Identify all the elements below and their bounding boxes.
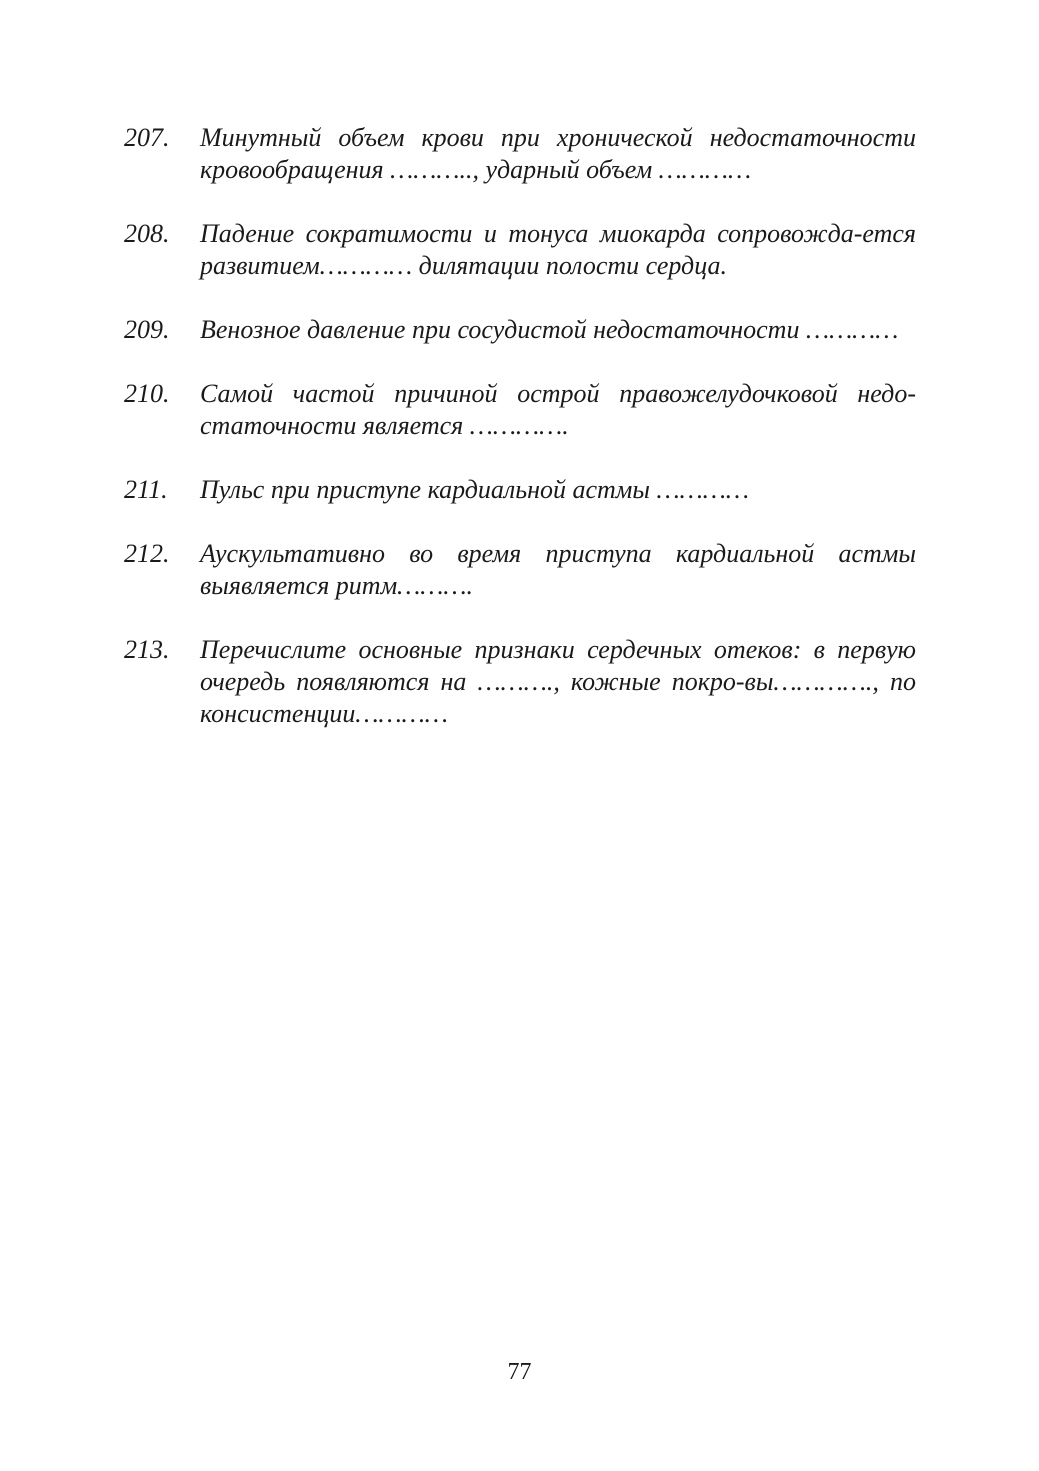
question-number: 209. (124, 315, 170, 344)
question-text: Аускультативно во время приступа кардиальной астмы выявляется ритм………. (200, 539, 916, 600)
question-item (124, 122, 916, 186)
question-number: 210. (124, 379, 170, 408)
question-number: 208. (124, 219, 170, 248)
question-item (124, 634, 916, 730)
question-item (124, 474, 916, 506)
question-item (124, 314, 916, 346)
question-text: Самой частой причиной острой правожелудочковой недо-статочности является …………. (200, 379, 916, 440)
question-number: 207. (124, 123, 170, 152)
question-number: 211. (124, 475, 168, 504)
question-text: Перечислите основные признаки сердечных отеков: в первую очередь появляются на ………., кожные покро-вы…………., по консистенции………… (200, 635, 916, 728)
question-item (124, 218, 916, 282)
question-text: Падение сократимости и тонуса миокарда сопровожда-ется развитием………… дилятации полости сердца. (200, 219, 916, 280)
question-list (124, 122, 916, 762)
question-number: 213. (124, 635, 170, 664)
question-item (124, 378, 916, 442)
question-text: Пульс при приступе кардиальной астмы ………… (200, 475, 749, 504)
question-item (124, 538, 916, 602)
page-number: 77 (507, 1359, 532, 1385)
question-text: Минутный объем крови при хронической недостаточности кровообращения ……….., ударный объем ………… (200, 123, 916, 184)
question-number: 212. (124, 539, 170, 568)
question-text: Венозное давление при сосудистой недостаточности ………… (200, 315, 899, 344)
